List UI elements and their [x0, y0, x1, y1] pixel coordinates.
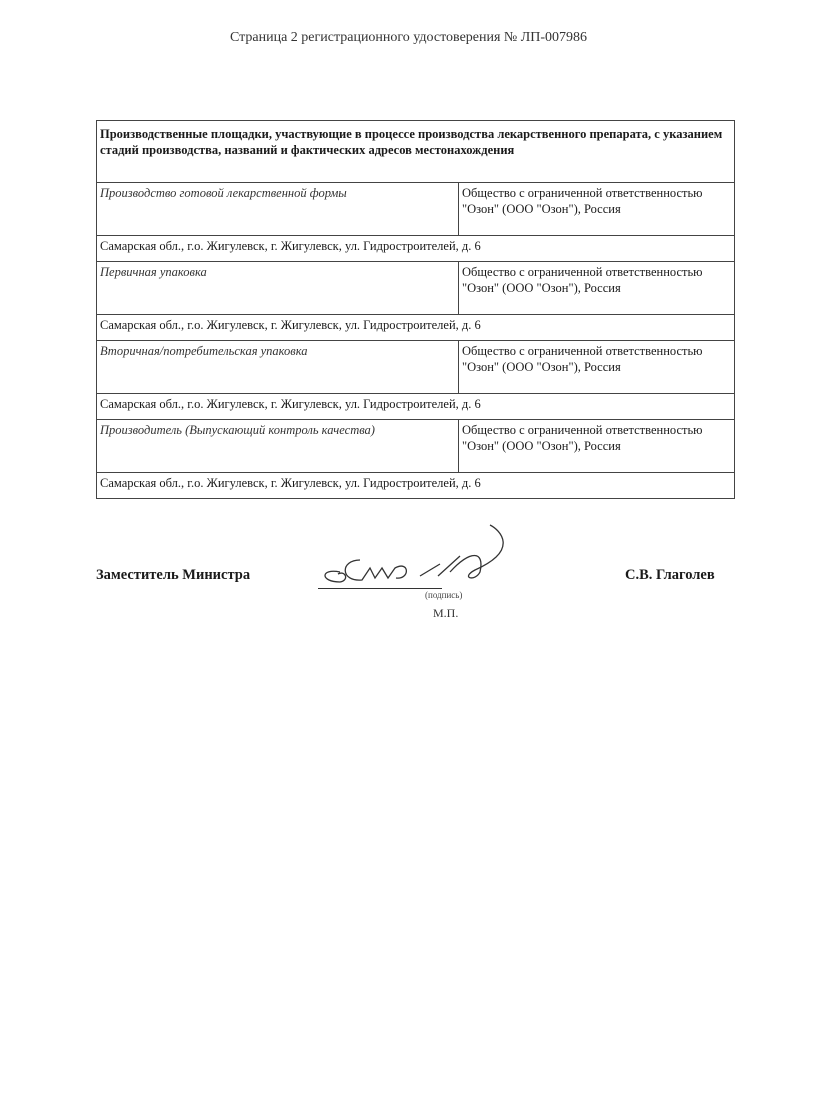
- address-cell: Самарская обл., г.о. Жигулевск, г. Жигулевск, ул. Гидростроителей, д. 6: [97, 236, 735, 262]
- signer-name: С.В. Глаголев: [625, 567, 715, 583]
- table-row: [97, 183, 735, 236]
- address-cell: Самарская обл., г.о. Жигулевск, г. Жигулевск, ул. Гидростроителей, д. 6: [97, 315, 735, 341]
- table-header: Производственные площадки, участвующие в процессе производства лекарственного препарата, с указанием стадий производства, названий и фактических адресов местонахождения: [97, 121, 735, 183]
- organization-cell: Общество с ограниченной ответственностью "Озон" (ООО "Озон"), Россия: [459, 341, 735, 394]
- address-cell: Самарская обл., г.о. Жигулевск, г. Жигулевск, ул. Гидростроителей, д. 6: [97, 473, 735, 499]
- table-row: [97, 341, 735, 394]
- stage-cell: Первичная упаковка: [97, 262, 459, 315]
- address-cell: Самарская обл., г.о. Жигулевск, г. Жигулевск, ул. Гидростроителей, д. 6: [97, 394, 735, 420]
- seal-mark: М.П.: [433, 606, 459, 620]
- signer-position: Заместитель Министра: [96, 567, 251, 583]
- page-title: Страница 2 регистрационного удостоверения № ЛП-007986: [229, 30, 588, 45]
- production-sites-table: [96, 120, 735, 499]
- stage-cell: Производство готовой лекарственной формы: [97, 183, 459, 236]
- table-row: [97, 420, 735, 473]
- table-row: [97, 262, 735, 315]
- stage-cell: Производитель (Выпускающий контроль качества): [97, 420, 459, 473]
- stage-cell: Вторичная/потребительская упаковка: [97, 341, 459, 394]
- signature-line: [318, 588, 442, 589]
- organization-cell: Общество с ограниченной ответственностью "Озон" (ООО "Озон"), Россия: [459, 420, 735, 473]
- signature-caption: (подпись): [425, 590, 463, 600]
- organization-cell: Общество с ограниченной ответственностью "Озон" (ООО "Озон"), Россия: [459, 183, 735, 236]
- organization-cell: Общество с ограниченной ответственностью "Озон" (ООО "Озон"), Россия: [459, 262, 735, 315]
